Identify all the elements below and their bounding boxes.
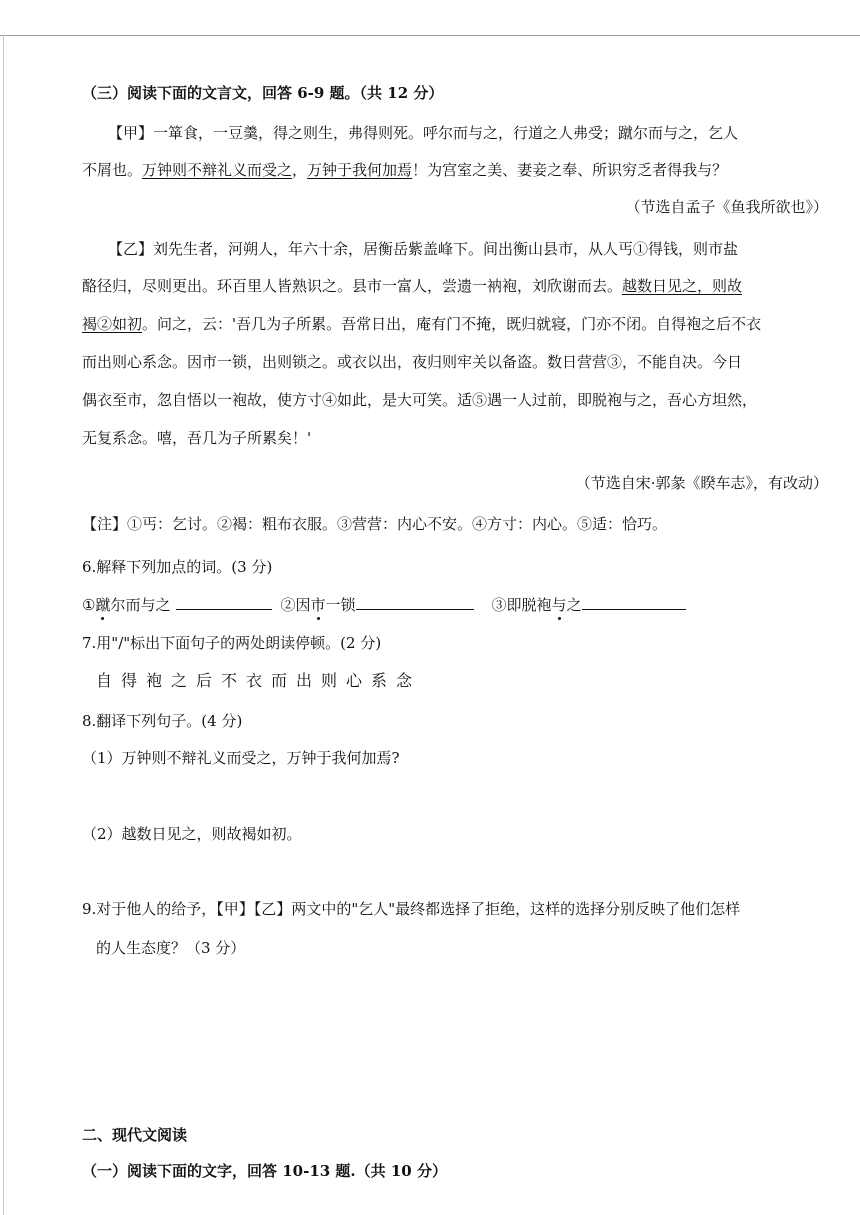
q6-item1-text: ① — [82, 596, 96, 614]
passage-yi-text: 。问之，云：'吾几为子所累。吾常日出，庵有门不掩，既归就寝，门亦不闭。自得袍之后不衣 — [142, 315, 762, 333]
passage-yi-line2 — [82, 275, 742, 297]
passage-jia-source: （节选自孟子《鱼我所欲也》） — [625, 198, 828, 216]
passage-jia-text: ， — [292, 161, 308, 179]
passage-yi-line4: 而出则心系念。因市一锁，出则锁之。或衣以出，夜归则牢关以备盗。数日营营③，不能自决。今日 — [82, 353, 743, 371]
q6-item3-dotted-word: 与 — [551, 596, 567, 614]
q6-item3-text: ③即脱袍 — [491, 596, 552, 614]
question-6-stem: 6.解释下列加点的词。(3 分) — [82, 558, 273, 576]
passage-yi-source: （节选自宋·郭彖《睽车志》，有改动） — [575, 474, 828, 492]
q6-answer-blank-1[interactable] — [176, 593, 272, 610]
question-7-sentence[interactable]: 自得袍之后不衣而出则心系念 — [96, 671, 422, 690]
passage-yi-line3 — [82, 313, 761, 335]
q6-answer-blank-3[interactable] — [582, 593, 686, 610]
passage-yi-line5: 偶衣至市，忽自悟以一袍故，使方寸④如此，是大可笑。适⑤遇一人过前，即脱袍与之，吾心方坦然， — [82, 391, 758, 409]
question-7-stem: 7.用"/"标出下面句子的两处朗读停顿。(2 分) — [82, 634, 382, 652]
q6-item1-text: 尔而与之 — [110, 596, 171, 614]
q6-item2-text: ②因 — [280, 596, 311, 614]
part2-heading: 二、现代文阅读 — [82, 1126, 188, 1144]
underlined-sentence: 褐②如初 — [82, 315, 143, 333]
q6-item3-text: 之 — [566, 596, 582, 614]
passage-jia-line2 — [82, 159, 727, 181]
question-9-line2: 的人生态度？（3 分） — [96, 939, 246, 957]
q6-answer-blank-2[interactable] — [356, 593, 474, 610]
passage-jia-text: 不屑也。 — [82, 161, 143, 179]
passage-jia-text: ！为宫室之美、妻妾之奉、所识穷乏者得我与？ — [412, 161, 728, 179]
underlined-sentence: 万钟则不辩礼义而受之 — [142, 161, 293, 179]
q6-item2-dotted-word: 市 — [310, 596, 326, 614]
question-9-line1: 9.对于他人的给予，【甲】【乙】两文中的"乞人"最终都选择了拒绝，这样的选择分别反映了他们怎样 — [82, 900, 741, 918]
question-8-item1: （1）万钟则不辩礼义而受之，万钟于我何加焉? — [82, 749, 400, 767]
underlined-sentence: 万钟于我何加焉 — [307, 161, 413, 179]
underlined-sentence: 越数日见之，则故 — [622, 277, 743, 295]
part2-sub-heading: （一）阅读下面的文字，回答 10-13 题.（共 10 分） — [82, 1162, 447, 1180]
question-6-items — [82, 593, 686, 616]
passage-yi-line6: 无复系念。嘻，吾几为子所累矣！' — [82, 429, 312, 447]
passage-jia-line1: 【甲】一箪食，一豆羹，得之则生，弗得则死。呼尔而与之，行道之人弗受；蹴尔而与之，乞人 — [108, 124, 739, 142]
q6-item2-text: 一锁 — [325, 596, 356, 614]
left-rule — [3, 35, 4, 1215]
q6-item1-dotted-word: 蹴 — [95, 596, 111, 614]
question-8-stem: 8.翻译下列句子。(4 分) — [82, 712, 243, 730]
top-rule — [0, 35, 860, 36]
question-8-item2: （2）越数日见之，则故褐如初。 — [82, 825, 302, 843]
passage-yi-line1: 【乙】刘先生者，河朔人，年六十余，居衡岳紫盖峰下。间出衡山县市，从人丐①得钱，则市盐 — [108, 240, 739, 258]
section3-heading: （三）阅读下面的文言文，回答 6-9 题。（共 12 分） — [82, 84, 444, 102]
passage-yi-text: 酪径归，尽则更出。环百里人皆熟识之。县市一富人，尝遗一衲袍，刘欣谢而去。 — [82, 277, 623, 295]
annotation-notes: 【注】①丐：乞讨。②褐：粗布衣服。③营营：内心不安。④方寸：内心。⑤适：恰巧。 — [82, 515, 668, 533]
